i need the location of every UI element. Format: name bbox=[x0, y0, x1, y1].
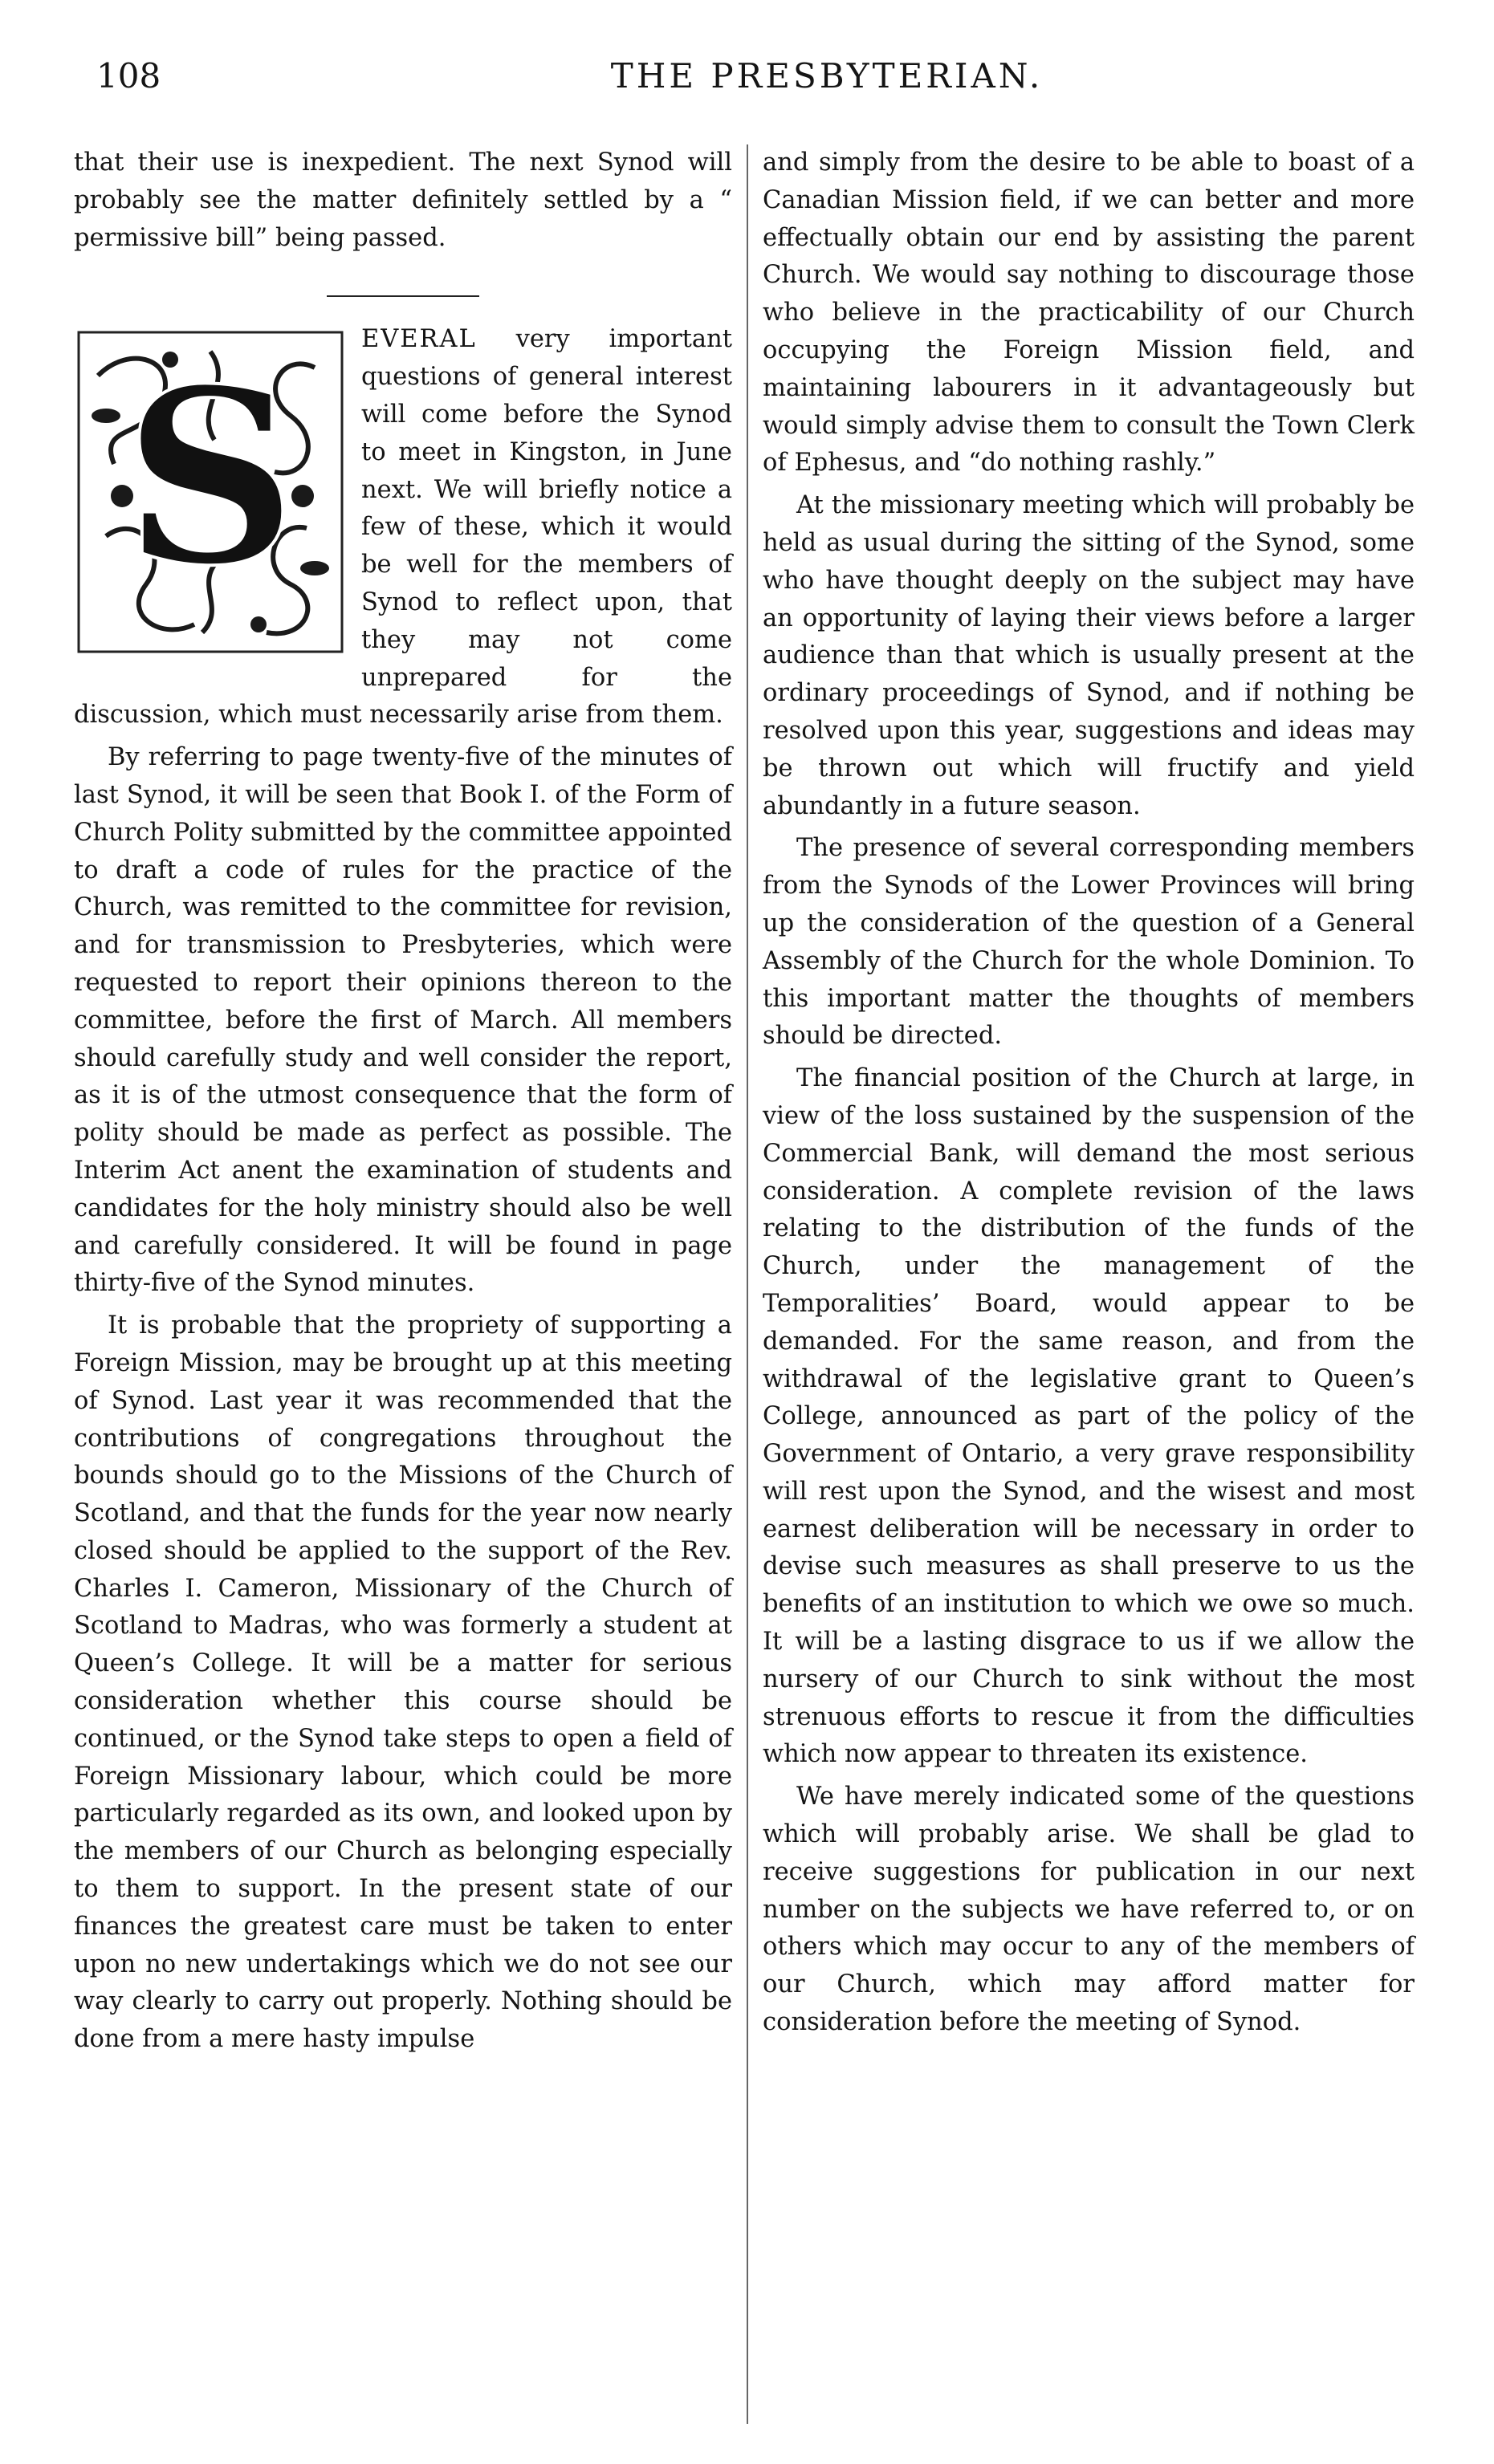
right-column bbox=[763, 144, 1415, 2042]
left-column bbox=[74, 144, 732, 2059]
continuation-paragraph: that their use is inexpedient. The next Synod will probably see the matter definitely settled by a “ permissive bill” being passed. bbox=[74, 148, 732, 252]
section-divider bbox=[327, 295, 479, 297]
column-divider bbox=[747, 144, 748, 2424]
paragraph-closing: We have merely indicated some of the questions which will probably arise. We shall be glad to receive suggestions for publication in our next number on the subjects we have referred to, or on others which may occur to any of the members of our Church, which may afford matter for consideration before the meeting of Synod. bbox=[763, 1783, 1415, 2037]
paragraph-foreign-mission: It is probable that the propriety of supporting a Foreign Mission, may be brought up at this meeting of Synod. Last year it was recommended that the contributions of congregations throughout the bounds should go to the Missions of the Church of Scotland, and that the funds for the year now nearly closed should be applied to the support of the Rev. Charles I. Cameron, Missionary of the Church of Scotland to Madras, who was formerly a student at Queen’s College. It will be a matter for serious consideration whether this course should be continued, or the Synod take steps to open a field of Foreign Missionary labour, which could be more particularly regarded as its own, and looked upon by the members of our Church as belonging especially to them to support. In the present state of our finances the greatest care must be taken to enter upon no new undertakings which we do not see our way clearly to carry out properly. Nothing should be done from a mere hasty impulse bbox=[74, 1311, 732, 2054]
paragraph-missionary-meeting: At the missionary meeting which will probably be held as usual during the sitting of the Synod, some who have thought deeply on the subject may have an opportunity of laying their views before a larger audience than that which is usually present at the ordinary proceedings of Synod, and if nothing be resolved upon this year, suggestions and ideas may be thrown out which will fructify and yield abundantly in a future season. bbox=[763, 491, 1415, 820]
paragraph-church-polity: By referring to page twenty-five of the minutes of last Synod, it will be seen that Book I. of the Form of Church Polity submitted by the committee appointed to draft a code of rules for the practice of the Church, was remitted to the committee for revision, and for transmission to Presbyteries, which were requested to report their opinions thereon to the committee, before the first of March. All members should carefully study and well consider the report, as it is of the utmost consequence that the form of polity should be made as perfect as possible. The Interim Act anent the examination of students and candidates for the holy ministry should also be well and carefully considered. It will be found in page thirty-five of the Synod minutes. bbox=[74, 743, 732, 1298]
page-number: 108 bbox=[96, 56, 161, 96]
ornamental-drop-cap bbox=[74, 327, 347, 657]
drop-cap-letter: S bbox=[123, 335, 298, 620]
opening-caps: EVERAL bbox=[361, 325, 477, 354]
running-title: THE PRESBYTERIAN. bbox=[610, 56, 1044, 96]
continuation-paragraph-right: and simply from the desire to be able to boast of a Canadian Mission field, if we can better and more effectually obtain our end by assisting the parent Church. We would say nothing to discourage those who believe in the practicability of our Church occupying the Foreign Mission field, and maintaining labourers in it advantageously but would simply advise them to consult the Town Clerk of Ephesus, and “do nothing rashly.” bbox=[763, 148, 1415, 478]
paragraph-general-assembly: The presence of several corresponding members from the Synods of the Lower Provinces will bring up the consideration of the question of a General Assembly of the Church for the whole Dominion. To this important matter the thoughts of members should be directed. bbox=[763, 834, 1415, 1051]
paragraph-financial-position: The financial position of the Church at large, in view of the loss sustained by the suspension of the Commercial Bank, will demand the most serious consideration. A complete revision of the laws relating to the distribution of the funds of the Church, under the management of the Temporalities’ Board, would appear to be demanded. For the same reason, and from the withdrawal of the legislative grant to Queen’s College, announced as part of the policy of the Government of Ontario, a very grave responsibility will rest upon the Synod, and the wisest and most earnest deliberation will be necessary in order to devise such measures as shall preserve to us the benefits of an institution to which we owe so much. It will be a lasting disgrace to us if we allow the nursery of our Church to sink without the most strenuous efforts to rescue it from the difficulties which now appear to threaten its existence. bbox=[763, 1064, 1415, 1769]
opening-text: very important questions of general interest will come before the Synod to meet in Kingston, in June next. We will briefly notice a few of these, which it would be well for the members of Synod to reflect upon, that they may not come unprepared for the discussion, which must necessarily arise from them. bbox=[74, 325, 732, 730]
page-header bbox=[96, 56, 1445, 112]
floral-ornament-icon bbox=[74, 327, 347, 657]
